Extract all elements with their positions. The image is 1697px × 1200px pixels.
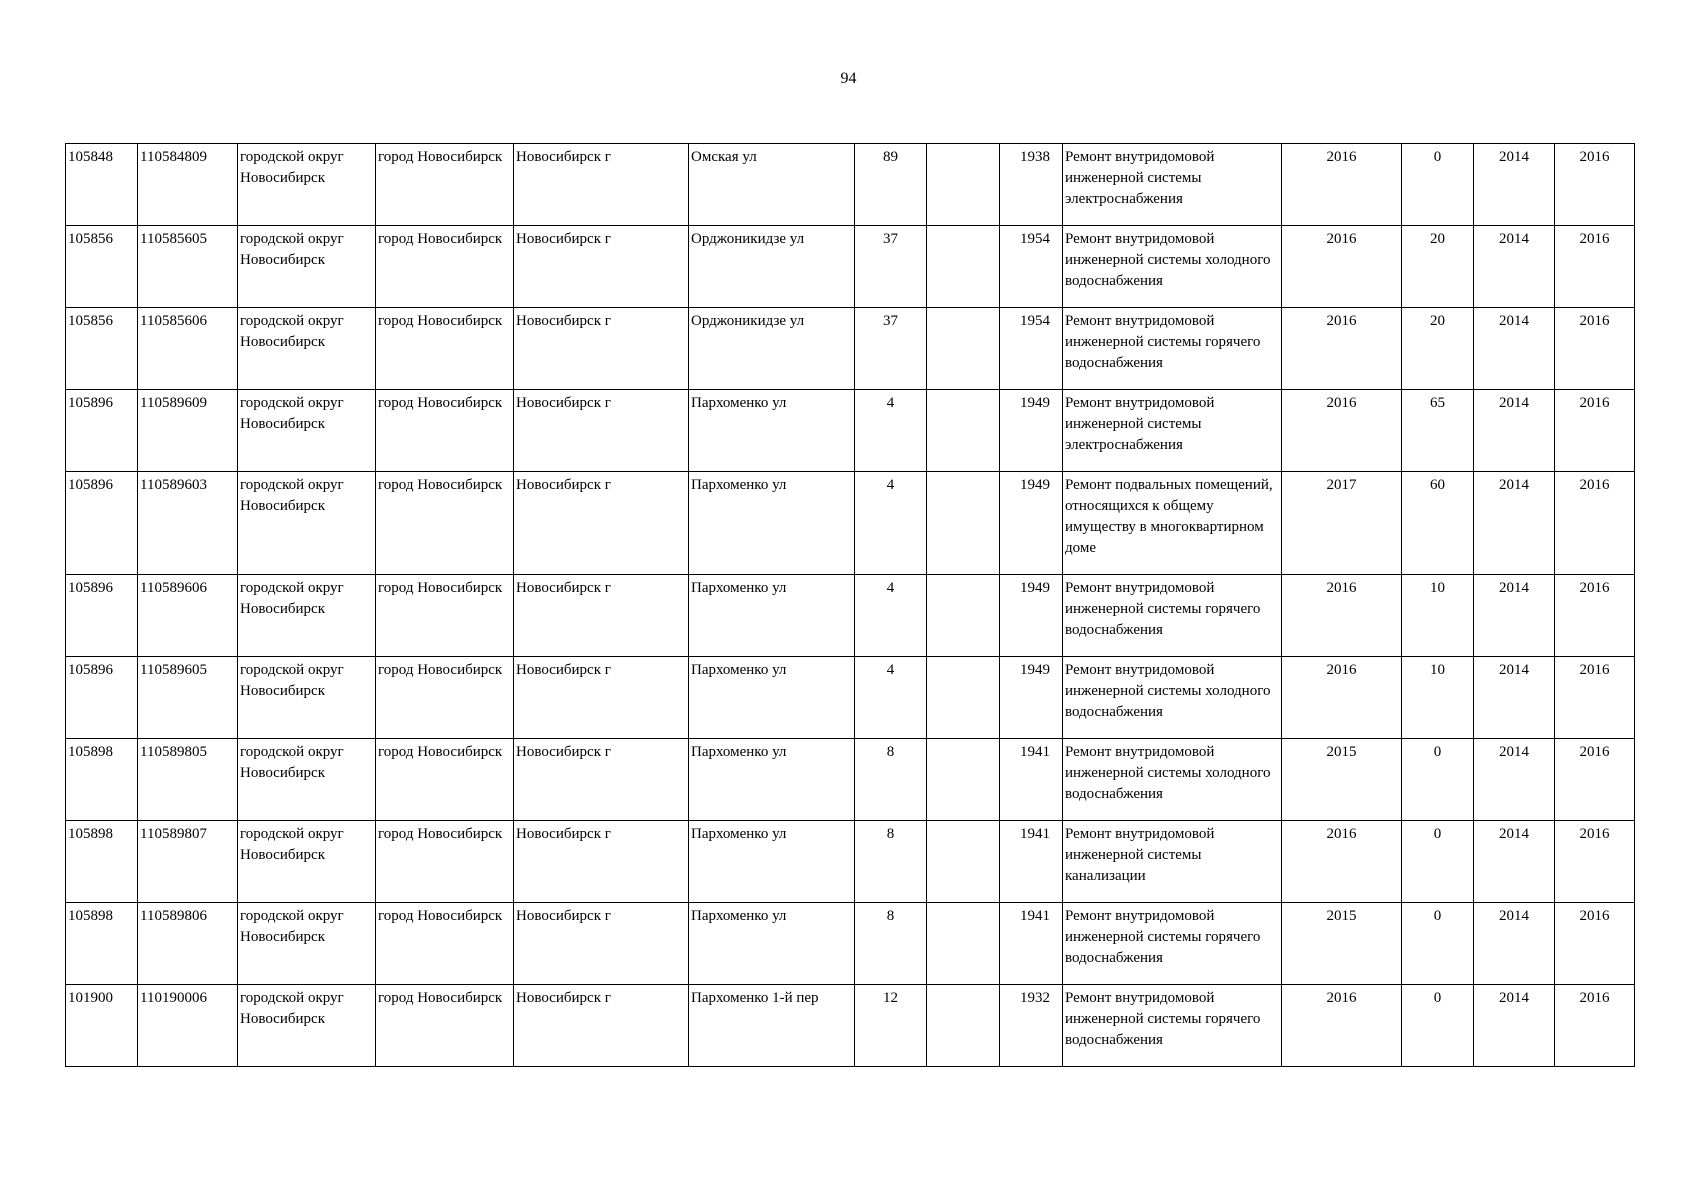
year-start-cell: 2014 [1474,985,1555,1067]
year-built-cell: 1941 [1000,739,1063,821]
settlement-cell: город Новосибирск [376,308,514,390]
code-cell: 110589805 [138,739,238,821]
wear-percent-cell: 20 [1402,226,1474,308]
year-built-cell: 1941 [1000,903,1063,985]
year-built-cell: 1938 [1000,144,1063,226]
district-cell: городской округ Новосибирск [238,575,376,657]
year-built-cell: 1949 [1000,472,1063,575]
year-end-cell: 2016 [1555,144,1635,226]
city-cell: Новосибирск г [514,821,689,903]
year-end-cell: 2016 [1555,985,1635,1067]
plan-year-cell: 2016 [1282,390,1402,472]
year-start-cell: 2014 [1474,739,1555,821]
id-cell: 105898 [66,739,138,821]
corpus-cell [927,657,1000,739]
code-cell: 110589605 [138,657,238,739]
plan-year-cell: 2016 [1282,985,1402,1067]
table-row [66,390,1635,472]
year-start-cell: 2014 [1474,903,1555,985]
street-cell: Пархоменко ул [689,472,855,575]
plan-year-cell: 2016 [1282,144,1402,226]
city-cell: Новосибирск г [514,144,689,226]
district-cell: городской округ Новосибирск [238,390,376,472]
house-number-cell: 4 [855,575,927,657]
wear-percent-cell: 0 [1402,903,1474,985]
wear-percent-cell: 65 [1402,390,1474,472]
year-end-cell: 2016 [1555,739,1635,821]
id-cell: 105896 [66,472,138,575]
street-cell: Пархоменко ул [689,390,855,472]
plan-year-cell: 2015 [1282,903,1402,985]
code-cell: 110585606 [138,308,238,390]
table-row [66,903,1635,985]
street-cell: Омская ул [689,144,855,226]
year-end-cell: 2016 [1555,821,1635,903]
corpus-cell [927,821,1000,903]
work-type-cell: Ремонт внутридомовой инженерной системы электроснабжения [1063,144,1282,226]
work-type-cell: Ремонт внутридомовой инженерной системы холодного водоснабжения [1063,739,1282,821]
house-number-cell: 8 [855,903,927,985]
city-cell: Новосибирск г [514,226,689,308]
wear-percent-cell: 10 [1402,575,1474,657]
settlement-cell: город Новосибирск [376,821,514,903]
work-type-cell: Ремонт внутридомовой инженерной системы горячего водоснабжения [1063,575,1282,657]
district-cell: городской округ Новосибирск [238,739,376,821]
code-cell: 110589806 [138,903,238,985]
id-cell: 105898 [66,903,138,985]
work-type-cell: Ремонт внутридомовой инженерной системы холодного водоснабжения [1063,226,1282,308]
year-end-cell: 2016 [1555,390,1635,472]
plan-year-cell: 2016 [1282,308,1402,390]
district-cell: городской округ Новосибирск [238,472,376,575]
table-row [66,575,1635,657]
work-type-cell: Ремонт внутридомовой инженерной системы электроснабжения [1063,390,1282,472]
code-cell: 110190006 [138,985,238,1067]
wear-percent-cell: 0 [1402,821,1474,903]
settlement-cell: город Новосибирск [376,657,514,739]
year-end-cell: 2016 [1555,226,1635,308]
district-cell: городской округ Новосибирск [238,903,376,985]
table-row [66,308,1635,390]
year-end-cell: 2016 [1555,903,1635,985]
id-cell: 101900 [66,985,138,1067]
wear-percent-cell: 10 [1402,657,1474,739]
district-cell: городской округ Новосибирск [238,308,376,390]
code-cell: 110589807 [138,821,238,903]
house-number-cell: 12 [855,985,927,1067]
id-cell: 105896 [66,390,138,472]
code-cell: 110585605 [138,226,238,308]
table-row [66,821,1635,903]
district-cell: городской округ Новосибирск [238,226,376,308]
work-type-cell: Ремонт внутридомовой инженерной системы канализации [1063,821,1282,903]
house-number-cell: 89 [855,144,927,226]
year-start-cell: 2014 [1474,472,1555,575]
district-cell: городской округ Новосибирск [238,657,376,739]
wear-percent-cell: 0 [1402,144,1474,226]
page-number: 94 [840,70,857,87]
street-cell: Орджоникидзе ул [689,308,855,390]
plan-year-cell: 2017 [1282,472,1402,575]
plan-year-cell: 2015 [1282,739,1402,821]
year-start-cell: 2014 [1474,575,1555,657]
id-cell: 105896 [66,575,138,657]
code-cell: 110584809 [138,144,238,226]
year-built-cell: 1932 [1000,985,1063,1067]
table-row [66,226,1635,308]
plan-year-cell: 2016 [1282,821,1402,903]
house-number-cell: 4 [855,472,927,575]
table-row [66,985,1635,1067]
corpus-cell [927,472,1000,575]
settlement-cell: город Новосибирск [376,144,514,226]
year-start-cell: 2014 [1474,308,1555,390]
corpus-cell [927,985,1000,1067]
table-row [66,657,1635,739]
year-start-cell: 2014 [1474,226,1555,308]
house-number-cell: 8 [855,739,927,821]
id-cell: 105856 [66,308,138,390]
year-built-cell: 1954 [1000,308,1063,390]
table-row [66,144,1635,226]
year-built-cell: 1949 [1000,575,1063,657]
plan-year-cell: 2016 [1282,226,1402,308]
house-number-cell: 37 [855,308,927,390]
corpus-cell [927,226,1000,308]
corpus-cell [927,308,1000,390]
city-cell: Новосибирск г [514,985,689,1067]
corpus-cell [927,144,1000,226]
work-type-cell: Ремонт внутридомовой инженерной системы горячего водоснабжения [1063,903,1282,985]
corpus-cell [927,390,1000,472]
house-number-cell: 4 [855,390,927,472]
settlement-cell: город Новосибирск [376,390,514,472]
settlement-cell: город Новосибирск [376,739,514,821]
year-end-cell: 2016 [1555,308,1635,390]
work-type-cell: Ремонт внутридомовой инженерной системы холодного водоснабжения [1063,657,1282,739]
year-start-cell: 2014 [1474,390,1555,472]
street-cell: Пархоменко ул [689,821,855,903]
code-cell: 110589606 [138,575,238,657]
wear-percent-cell: 20 [1402,308,1474,390]
id-cell: 105898 [66,821,138,903]
id-cell: 105856 [66,226,138,308]
work-type-cell: Ремонт внутридомовой инженерной системы горячего водоснабжения [1063,308,1282,390]
year-start-cell: 2014 [1474,144,1555,226]
id-cell: 105896 [66,657,138,739]
corpus-cell [927,739,1000,821]
plan-year-cell: 2016 [1282,575,1402,657]
year-end-cell: 2016 [1555,657,1635,739]
year-end-cell: 2016 [1555,472,1635,575]
code-cell: 110589609 [138,390,238,472]
city-cell: Новосибирск г [514,575,689,657]
street-cell: Пархоменко ул [689,739,855,821]
house-number-cell: 8 [855,821,927,903]
settlement-cell: город Новосибирск [376,985,514,1067]
corpus-cell [927,575,1000,657]
year-built-cell: 1949 [1000,657,1063,739]
street-cell: Пархоменко ул [689,575,855,657]
house-number-cell: 37 [855,226,927,308]
table-row [66,739,1635,821]
city-cell: Новосибирск г [514,390,689,472]
year-built-cell: 1941 [1000,821,1063,903]
street-cell: Пархоменко 1-й пер [689,985,855,1067]
street-cell: Пархоменко ул [689,903,855,985]
table-row [66,472,1635,575]
street-cell: Пархоменко ул [689,657,855,739]
house-number-cell: 4 [855,657,927,739]
settlement-cell: город Новосибирск [376,226,514,308]
street-cell: Орджоникидзе ул [689,226,855,308]
corpus-cell [927,903,1000,985]
wear-percent-cell: 0 [1402,739,1474,821]
city-cell: Новосибирск г [514,903,689,985]
city-cell: Новосибирск г [514,657,689,739]
wear-percent-cell: 60 [1402,472,1474,575]
plan-year-cell: 2016 [1282,657,1402,739]
year-end-cell: 2016 [1555,575,1635,657]
district-cell: городской округ Новосибирск [238,144,376,226]
work-type-cell: Ремонт подвальных помещений, относящихся к общему имуществу в многоквартирном доме [1063,472,1282,575]
settlement-cell: город Новосибирск [376,472,514,575]
settlement-cell: город Новосибирск [376,903,514,985]
settlement-cell: город Новосибирск [376,575,514,657]
city-cell: Новосибирск г [514,308,689,390]
city-cell: Новосибирск г [514,739,689,821]
registry-table [65,143,1635,1067]
year-built-cell: 1949 [1000,390,1063,472]
code-cell: 110589603 [138,472,238,575]
wear-percent-cell: 0 [1402,985,1474,1067]
district-cell: городской округ Новосибирск [238,821,376,903]
year-start-cell: 2014 [1474,821,1555,903]
year-built-cell: 1954 [1000,226,1063,308]
work-type-cell: Ремонт внутридомовой инженерной системы горячего водоснабжения [1063,985,1282,1067]
city-cell: Новосибирск г [514,472,689,575]
year-start-cell: 2014 [1474,657,1555,739]
id-cell: 105848 [66,144,138,226]
district-cell: городской округ Новосибирск [238,985,376,1067]
